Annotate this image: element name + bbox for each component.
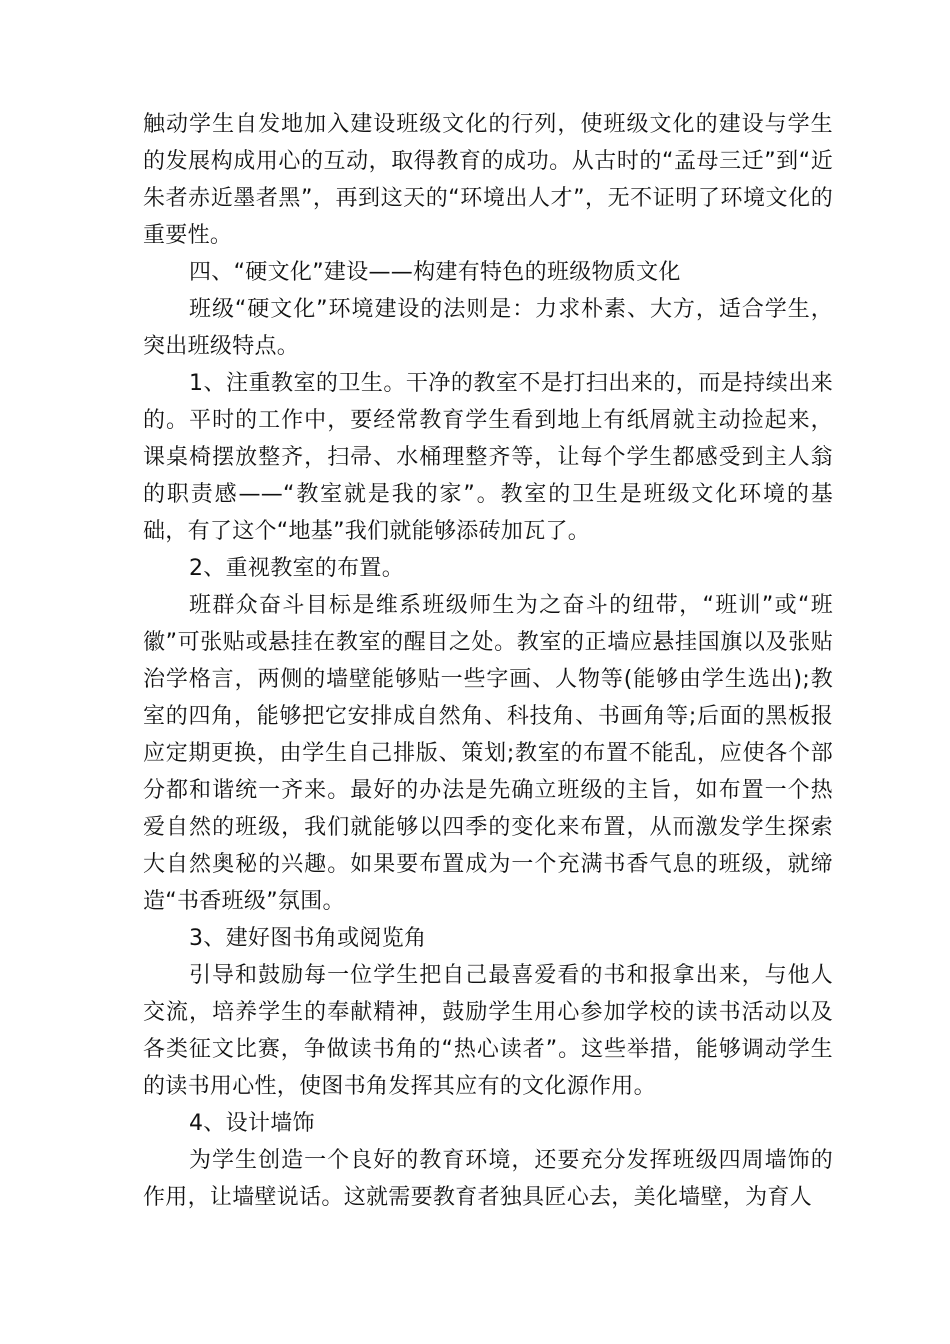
paragraph-wall-decor: 为学生创造一个良好的教育环境，还要充分发挥班级四周墙饰的作用，让墙壁说话。这就需要教育者独具匠心去，美化墙壁，为育人 bbox=[143, 1148, 833, 1210]
paragraph-item-1-hygiene: 1、注重教室的卫生。干净的教室不是打扫出来的，而是持续出来的。平时的工作中，要经常教育学生看到地上有纸屑就主动捡起来，课桌椅摆放整齐，扫帚、水桶理整齐等，让每个学生都感受到主人翁的职责感——“教室就是我的家”。教室的卫生是班级文化环境的基础，有了这个“地基”我们就能够添砖加瓦了。 bbox=[143, 371, 833, 544]
item-heading-4-wall-decor: 4、设计墙饰 bbox=[189, 1111, 315, 1136]
document-page bbox=[143, 106, 833, 1216]
paragraph-hard-culture-principle: 班级“硬文化”环境建设的法则是：力求朴素、大方，适合学生，突出班级特点。 bbox=[143, 297, 833, 359]
paragraph-classroom-layout: 班群众奋斗目标是维系班级师生为之奋斗的纽带，“班训”或“班徽”可张贴或悬挂在教室的醒目之处。教室的正墙应悬挂国旗以及张贴治学格言，两侧的墙壁能够贴一些字画、人物等(能够由学生选出);教室的四角，能够把它安排成自然角、科技角、书画角等;后面的黑板报应定期更换，由学生自己排版、策划;教室的布置不能乱，应使各个部分都和谐统一齐来。最好的办法是先确立班级的主旨，如布置一个热爱自然的班级，我们就能够以四季的变化来布置，从而激发学生探索大自然奥秘的兴趣。如果要布置成为一个充满书香气息的班级，就缔造“书香班级”氛围。 bbox=[143, 593, 833, 914]
section-heading-hard-culture: 四、“硬文化”建设——构建有特色的班级物质文化 bbox=[189, 260, 681, 285]
item-heading-3-reading-corner: 3、建好图书角或阅览角 bbox=[189, 926, 427, 951]
paragraph-reading-corner: 引导和鼓励每一位学生把自己最喜爱看的书和报拿出来，与他人交流，培养学生的奉献精神，鼓励学生用心参加学校的读书活动以及各类征文比赛，争做读书角的“热心读者”。这些举措，能够调动学生的读书用心性，使图书角发挥其应有的文化源作用。 bbox=[143, 963, 833, 1099]
paragraph-intro-continued: 触动学生自发地加入建设班级文化的行列，使班级文化的建设与学生的发展构成用心的互动，取得教育的成功。从古时的“孟母三迁”到“近朱者赤近墨者黑”，再到这天的“环境出人才”，无不证明了环境文化的重要性。 bbox=[143, 112, 833, 248]
item-heading-2-layout: 2、重视教室的布置。 bbox=[189, 556, 404, 581]
